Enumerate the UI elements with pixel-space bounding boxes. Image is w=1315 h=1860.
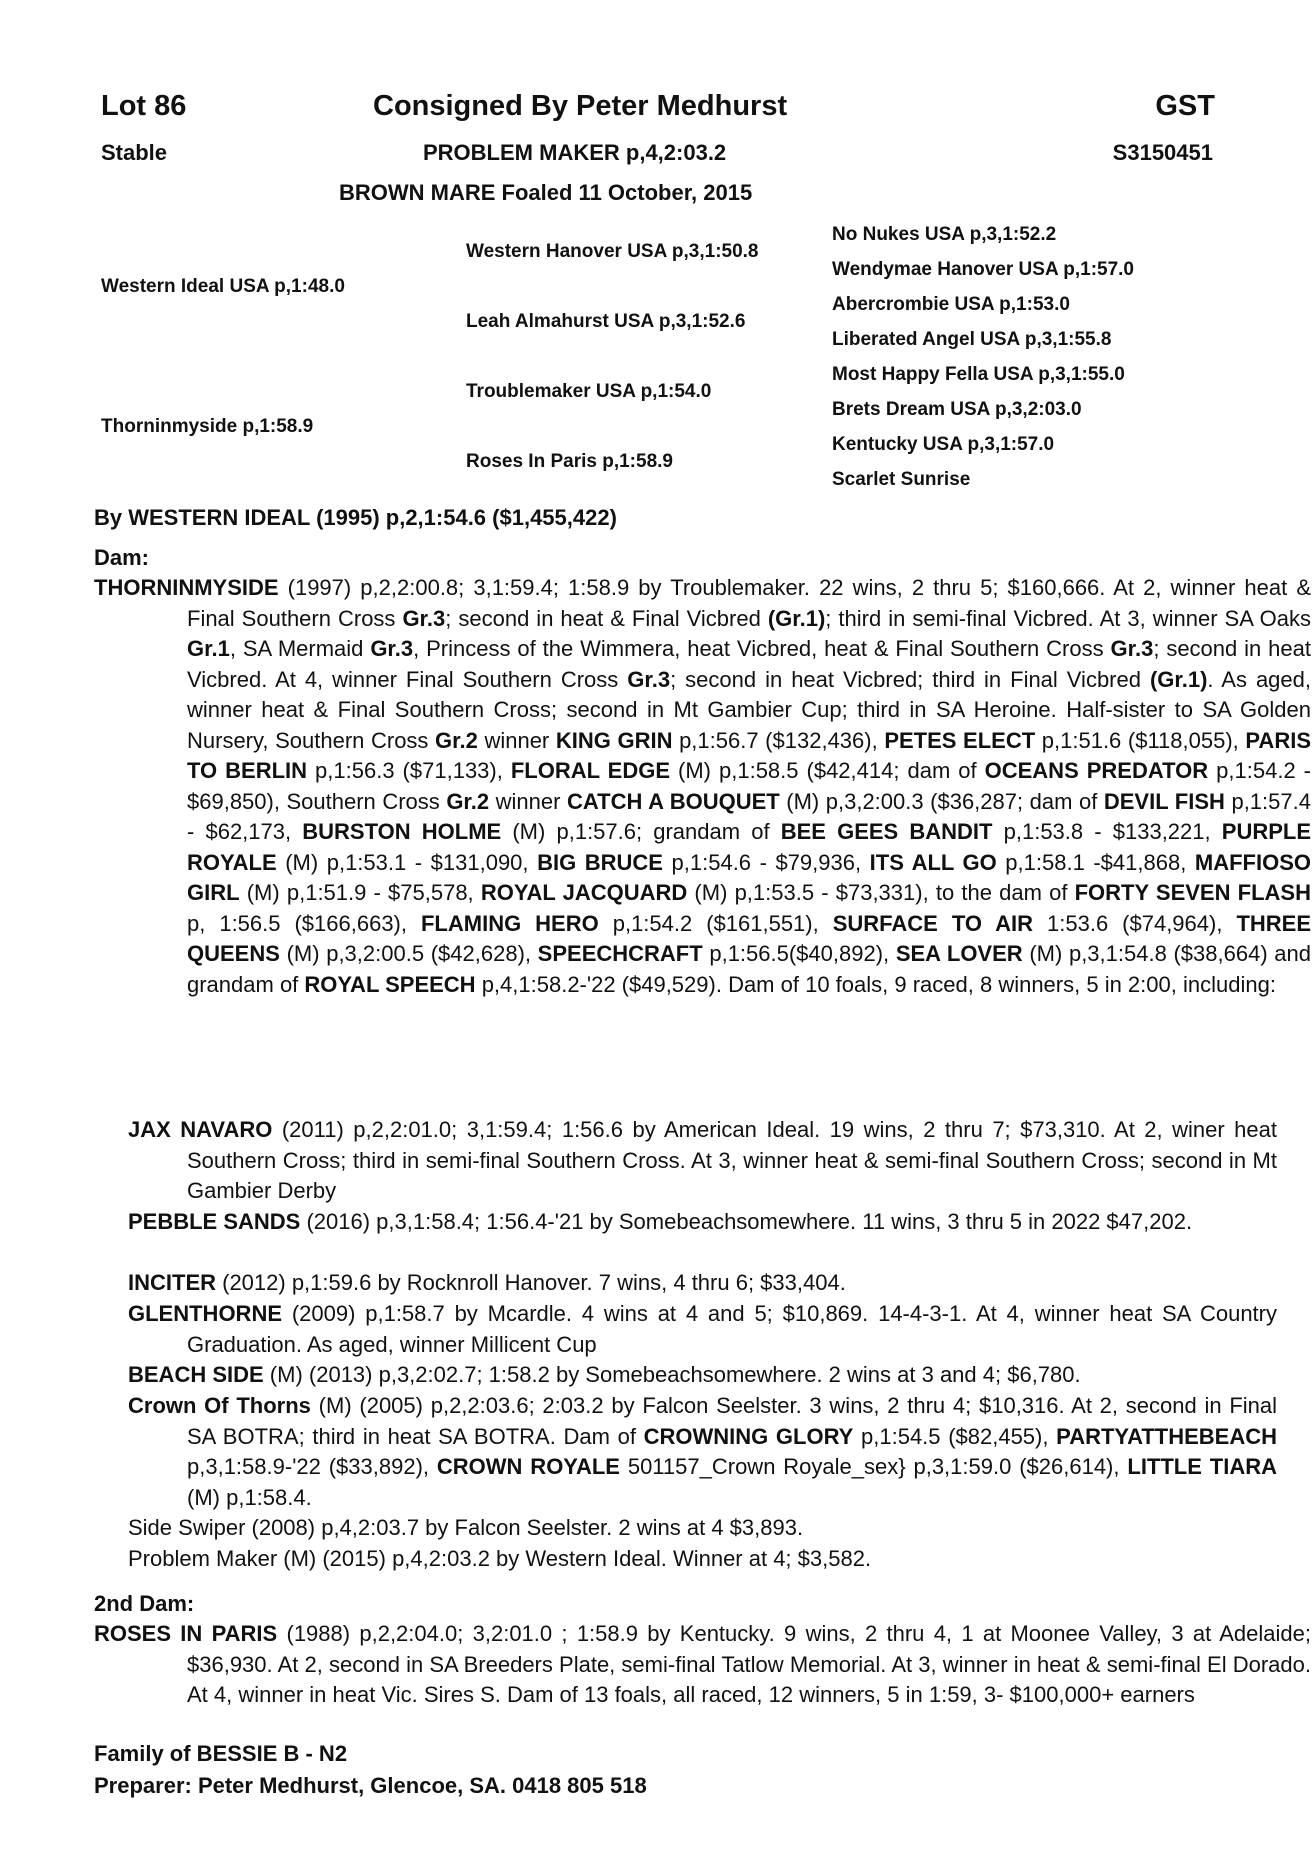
sale-code: GST <box>1155 90 1215 122</box>
pedigree-great-grandparent: Most Happy Fella USA p,3,1:55.0 <box>832 364 1125 385</box>
pedigree-great-grandparent: Abercrombie USA p,1:53.0 <box>832 294 1070 315</box>
second-dam-heading: 2nd Dam: <box>94 1591 195 1616</box>
pedigree-dam: Thorninmyside p,1:58.9 <box>101 416 314 437</box>
foal-entry: GLENTHORNE (2009) p,1:58.7 by Mcardle. 4 wins at 4 and 5; $10,869. 14-4-3-1. At 4, winner heat SA Country Graduation. As aged, winner Millicent Cup <box>128 1301 1277 1357</box>
sire-line: By WESTERN IDEAL (1995) p,2,1:54.6 ($1,455,422) <box>94 505 617 530</box>
horse-id: S3150451 <box>1112 140 1213 165</box>
pedigree-grandparent: Leah Almahurst USA p,3,1:52.6 <box>466 311 746 332</box>
pedigree-great-grandparent: No Nukes USA p,3,1:52.2 <box>832 224 1057 245</box>
pedigree-sire: Western Ideal USA p,1:48.0 <box>101 276 345 297</box>
foal-entry: Crown Of Thorns (M) (2005) p,2,2:03.6; 2:03.2 by Falcon Seelster. 3 wins, 2 thru 4; $10,316. At 2, second in Final SA BOTRA; third in heat SA BOTRA. Dam of CROWNING GLORY p,1:54.5 ($82,455), PARTYATTHEBEACH p,3,1:58.9-'22 ($33,892), CROWN ROYALE 501157_Crown Royale_sex} p,3,1:59.0 ($26,614), LITTLE TIARA (M) p,1:58.4. <box>128 1393 1278 1510</box>
foal-entry: Problem Maker (M) (2015) p,4,2:03.2 by Western Ideal. Winner at 4; $3,582. <box>128 1546 872 1571</box>
foal-entry: Side Swiper (2008) p,4,2:03.7 by Falcon Seelster. 2 wins at 4 $3,893. <box>128 1515 804 1540</box>
foal-entry: PEBBLE SANDS (2016) p,3,1:58.4; 1:56.4-'21 by Somebeachsomewhere. 11 wins, 3 thru 5 in 2022 $47,202. <box>128 1209 1193 1234</box>
pedigree-great-grandparent: Brets Dream USA p,3,2:03.0 <box>832 399 1082 420</box>
family-line: Family of BESSIE B - N2 <box>94 1741 348 1766</box>
horse-description: BROWN MARE Foaled 11 October, 2015 <box>339 180 753 205</box>
preparer-line: Preparer: Peter Medhurst, Glencoe, SA. 0418 805 518 <box>94 1773 647 1798</box>
foal-entry: INCITER (2012) p,1:59.6 by Rocknroll Hanover. 7 wins, 4 thru 6; $33,404. <box>128 1270 846 1295</box>
pedigree-grandparent: Troublemaker USA p,1:54.0 <box>466 381 712 402</box>
consignor: Consigned By Peter Medhurst <box>373 90 788 122</box>
foal-entry: JAX NAVARO (2011) p,2,2:01.0; 3,1:59.4; 1:56.6 by American Ideal. 19 wins, 2 thru 7; $73,310. At 2, winer heat Southern Cross; third in semi-final Southern Cross. At 3, winner heat & semi-final Southern Cross; second in Mt Gambier Derby <box>128 1117 1278 1203</box>
pedigree-great-grandparent: Liberated Angel USA p,3,1:55.8 <box>832 329 1112 350</box>
pedigree-grandparent: Roses In Paris p,1:58.9 <box>466 451 673 472</box>
foal-entry: BEACH SIDE (M) (2013) p,3,2:02.7; 1:58.2 by Somebeachsomewhere. 2 wins at 3 and 4; $6,780. <box>128 1362 1081 1387</box>
pedigree-great-grandparent: Kentucky USA p,3,1:57.0 <box>832 434 1055 455</box>
pedigree-grandparent: Western Hanover USA p,3,1:50.8 <box>466 241 759 262</box>
stable-label: Stable <box>101 140 168 165</box>
pedigree-great-grandparent: Wendymae Hanover USA p,1:57.0 <box>832 259 1134 280</box>
dam-heading: Dam: <box>94 545 150 570</box>
dam-thorninmyside-paragraph: THORNINMYSIDE (1997) p,2,2:00.8; 3,1:59.4; 1:58.9 by Troublemaker. 22 wins, 2 thru 5; $160,666. At 2, winner heat & Final Southern Cross Gr.3; second in heat & Final Vicbred (Gr.1); third in semi-final Vicbred. At 3, winner SA Oaks Gr.1, SA Mermaid Gr.3, Princess of the Wimmera, heat Vicbred, heat & Final Southern Cross Gr.3; second in heat Vicbred. At 4, winner Final Southern Cross Gr.3; second in heat Vicbred; third in Final Vicbred (Gr.1). As aged, winner heat & Final Southern Cross; second in Mt Gambier Cup; third in SA Heroine. Half-sister to SA Golden Nursery, Southern Cross Gr.2 winner KING GRIN p,1:56.7 ($132,436), PETES ELECT p,1:51.6 ($118,055), PARIS TO BERLIN p,1:56.3 ($71,133), FLORAL EDGE (M) p,1:58.5 ($42,414; dam of OCEANS PREDATOR p,1:54.2 - $69,850), Southern Cross Gr.2 winner CATCH A BOUQUET (M) p,3,2:00.3 ($36,287; dam of DEVIL FISH p,1:57.4 - $62,173, BURSTON HOLME (M) p,1:57.6; grandam of BEE GEES BANDIT p,1:53.8 - $133,221, PURPLE ROYALE (M) p,1:53.1 - $131,090, BIG BRUCE p,1:54.6 - $79,936, ITS ALL GO p,1:58.1 -$41,868, MAFFIOSO GIRL (M) p,1:51.9 - $75,578, ROYAL JACQUARD (M) p,1:53.5 - $73,331), to the dam of FORTY SEVEN FLASH p, 1:56.5 ($166,663), FLAMING HERO p,1:54.2 ($161,551), SURFACE TO AIR 1:53.6 ($74,964), THREE QUEENS (M) p,3,2:00.5 ($42,628), SPEECHCRAFT p,1:56.5($40,892), SEA LOVER (M) p,3,1:54.8 ($38,664) and grandam of ROYAL SPEECH p,4,1:58.2-'22 ($49,529). Dam of 10 foals, 9 raced, 8 winners, 5 in 2:00, including: <box>94 575 1312 997</box>
lot-number: Lot 86 <box>101 90 187 122</box>
pedigree-great-grandparent: Scarlet Sunrise <box>832 469 971 490</box>
horse-name: PROBLEM MAKER p,4,2:03.2 <box>423 140 727 165</box>
second-dam-paragraph: ROSES IN PARIS (1988) p,2,2:04.0; 3,2:01.0 ; 1:58.9 by Kentucky. 9 wins, 2 thru 4, 1 at Moonee Valley, 3 at Adelaide; $36,930. At 2, second in SA Breeders Plate, semi-final Tatlow Memorial. At 3, winner in heat & semi-final El Dorado. At 4, winner in heat Vic. Sires S. Dam of 13 foals, all raced, 12 winners, 5 in 1:59, 3- $100,000+ earners <box>94 1621 1311 1707</box>
